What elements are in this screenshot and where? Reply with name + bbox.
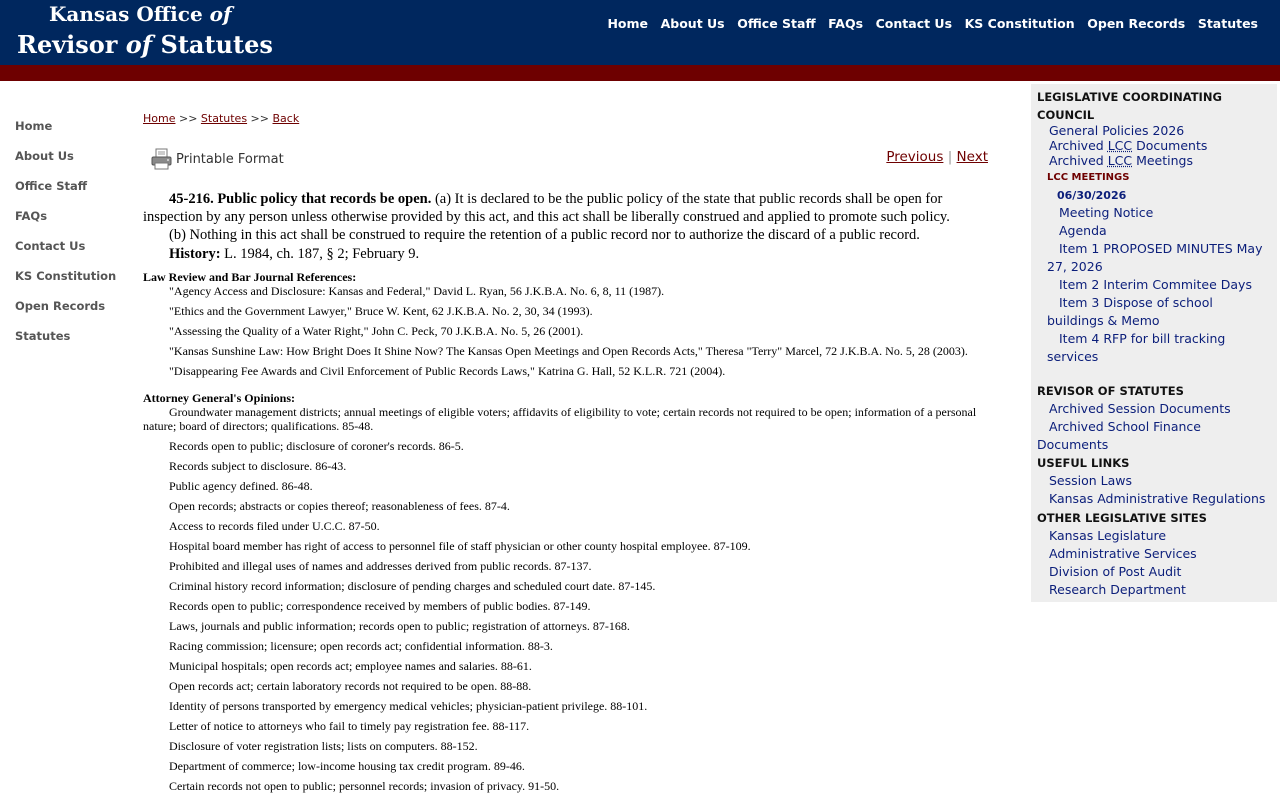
item-3-link[interactable]: Item 3 Dispose of school xyxy=(1059,295,1213,310)
ag-opinion-item: Municipal hospitals; open records act; employee names and salaries. 88-61. xyxy=(169,659,532,673)
attorney-general-opinions xyxy=(143,391,988,799)
statute-title: 45-216. Public policy that records be open. xyxy=(169,191,432,207)
item-4-link[interactable]: Item 4 RFP for bill tracking xyxy=(1059,331,1226,346)
archived-school-finance-link[interactable]: Archived School Finance xyxy=(1049,419,1201,434)
ag-opinion-item: Department of commerce; low-income housing tax credit program. 89-46. xyxy=(169,759,525,773)
ag-opinions-heading: Attorney General's Opinions: xyxy=(143,391,295,405)
lcc-heading-2: COUNCIL xyxy=(1037,108,1095,122)
right-sidebar xyxy=(1031,84,1277,602)
ag-opinion-item: Identity of persons transported by emergency medical vehicles; physician-patient privilege. 88-101. xyxy=(169,699,648,713)
meeting-date: 06/30/2026 xyxy=(1057,189,1127,202)
law-review-item: "Disappearing Fee Awards and Civil Enforcement of Public Records Laws," Katrina G. Hall, 52 K.L.R. 721 (2004). xyxy=(169,364,726,378)
session-laws-link[interactable]: Session Laws xyxy=(1049,473,1133,488)
kar-link[interactable]: Kansas Administrative Regulations xyxy=(1049,491,1266,506)
site-logo-line2[interactable] xyxy=(17,30,273,59)
ag-opinion-item: Disclosure of voter registration lists; lists on computers. 88-152. xyxy=(169,739,478,753)
ag-opinion-item: Criminal history record information; disclosure of pending charges and scheduled court date. 87-145. xyxy=(169,579,656,593)
archived-lcc-documents-link[interactable] xyxy=(1049,138,1207,153)
top-nav-contact-us[interactable]: Contact Us xyxy=(875,16,953,31)
left-nav xyxy=(15,118,116,358)
link-text: Archived xyxy=(1049,138,1108,153)
lcc-meetings-label: LCC MEETINGS xyxy=(1047,172,1130,183)
lcc-abbr: LCC xyxy=(1107,138,1133,153)
law-review-references xyxy=(143,270,988,384)
header-accent-bar xyxy=(0,65,1280,81)
item-3-link-cont[interactable]: buildings & Memo xyxy=(1047,313,1160,328)
research-department-link[interactable]: Research Department xyxy=(1049,582,1186,597)
statute-text xyxy=(143,190,988,263)
law-review-item: "Ethics and the Government Lawyer," Bruce W. Kent, 62 J.K.B.A. No. 2, 30, 34 (1993). xyxy=(169,304,593,318)
left-nav-contact-us[interactable]: Contact Us xyxy=(15,239,86,253)
top-nav-faqs[interactable]: FAQs xyxy=(828,16,864,31)
breadcrumb-separator: >> xyxy=(247,112,273,125)
pager-separator: | xyxy=(943,149,957,165)
top-nav-office-staff[interactable]: Office Staff xyxy=(737,16,816,31)
law-review-heading: Law Review and Bar Journal References: xyxy=(143,270,357,284)
ag-opinion-item: Records open to public; correspondence received by members of public bodies. 87-149. xyxy=(169,599,591,613)
logo-text: Kansas Office xyxy=(49,2,210,26)
top-nav-home[interactable]: Home xyxy=(607,16,648,31)
logo-text: Statutes xyxy=(152,30,273,59)
breadcrumb-separator: >> xyxy=(175,112,201,125)
left-nav-statutes[interactable]: Statutes xyxy=(15,329,71,343)
ag-opinion-item: Racing commission; licensure; open records act; confidential information. 88-3. xyxy=(169,639,553,653)
ag-opinion-item: Open records; abstracts or copies thereof; reasonableness of fees. 87-4. xyxy=(169,499,510,513)
left-nav-faqs[interactable]: FAQs xyxy=(15,209,48,223)
ag-opinion-item: Open records act; certain laboratory records not required to be open. 88-88. xyxy=(169,679,532,693)
item-4-link-cont[interactable]: services xyxy=(1047,349,1099,364)
pager xyxy=(886,149,988,165)
left-nav-about-us[interactable]: About Us xyxy=(15,149,74,163)
left-nav-open-records[interactable]: Open Records xyxy=(15,299,106,313)
law-review-item: "Agency Access and Disclosure: Kansas and Federal," David L. Ryan, 56 J.K.B.A. No. 6, 8, 11 (1987). xyxy=(169,284,665,298)
top-nav xyxy=(595,16,1258,31)
link-text: Archived xyxy=(1049,153,1108,168)
ag-opinion-item: Access to records filed under U.C.C. 87-50. xyxy=(169,519,380,533)
site-logo-line1[interactable] xyxy=(49,4,232,24)
ag-opinion-item: Laws, journals and public information; records open to public; registration of attorneys. 87-168. xyxy=(169,619,630,633)
lcc-heading: LEGISLATIVE COORDINATING xyxy=(1037,90,1222,104)
statute-history xyxy=(143,245,988,263)
printer-icon xyxy=(151,148,173,170)
ag-opinion-item: Records open to public; disclosure of coroner's records. 86-5. xyxy=(169,439,464,453)
meeting-notice-link[interactable]: Meeting Notice xyxy=(1059,205,1154,220)
history-text: L. 1984, ch. 187, § 2; February 9. xyxy=(220,246,420,262)
item-2-link[interactable]: Item 2 Interim Commitee Days xyxy=(1059,277,1252,292)
other-sites-heading: OTHER LEGISLATIVE SITES xyxy=(1037,511,1207,525)
revisor-heading: REVISOR OF STATUTES xyxy=(1037,384,1184,398)
logo-text: Revisor xyxy=(17,30,126,59)
item-1-link[interactable]: Item 1 PROPOSED MINUTES May xyxy=(1059,241,1263,256)
top-nav-open-records[interactable]: Open Records xyxy=(1087,16,1186,31)
logo-text-of: of xyxy=(209,2,232,26)
logo-text-of: of xyxy=(125,30,153,59)
useful-links-heading: USEFUL LINKS xyxy=(1037,456,1130,470)
post-audit-link[interactable]: Division of Post Audit xyxy=(1049,564,1182,579)
breadcrumb xyxy=(143,112,299,125)
agenda-link[interactable]: Agenda xyxy=(1059,223,1107,238)
left-nav-ks-constitution[interactable]: KS Constitution xyxy=(15,269,117,283)
general-policies-link[interactable]: General Policies 2026 xyxy=(1049,123,1185,138)
administrative-services-link[interactable]: Administrative Services xyxy=(1049,546,1197,561)
ag-opinion-item: Certain records not open to public; personnel records; invasion of privacy. 91-50. xyxy=(169,779,560,793)
breadcrumb-home[interactable]: Home xyxy=(143,112,176,125)
ag-opinion-item: Records subject to disclosure. 86-43. xyxy=(169,459,347,473)
breadcrumb-back[interactable]: Back xyxy=(272,112,300,125)
ag-opinion-item: Hospital board member has right of access to personnel file of staff physician or other county hospital employee. 87-109. xyxy=(169,539,751,553)
statute-paragraph-a xyxy=(143,190,988,226)
history-label: History: xyxy=(169,246,221,262)
archived-school-finance-link-cont[interactable]: Documents xyxy=(1037,437,1109,452)
ag-opinion-item: Letter of notice to attorneys who fail to timely pay registration fee. 88-117. xyxy=(169,719,530,733)
top-nav-statutes[interactable]: Statutes xyxy=(1197,16,1258,31)
item-1-link-cont[interactable]: 27, 2026 xyxy=(1047,259,1103,274)
next-link[interactable]: Next xyxy=(956,149,988,165)
printable-format-link[interactable] xyxy=(151,148,284,170)
lcc-abbr: LCC xyxy=(1107,153,1133,168)
breadcrumb-statutes[interactable]: Statutes xyxy=(200,112,248,125)
ag-opinion-item: Prohibited and illegal uses of names and addresses derived from public records. 87-137. xyxy=(169,559,592,573)
link-text: Meetings xyxy=(1132,153,1193,168)
kansas-legislature-link[interactable]: Kansas Legislature xyxy=(1049,528,1167,543)
ag-opinion-list xyxy=(143,439,988,799)
law-review-item: "Kansas Sunshine Law: How Bright Does It Shine Now? The Kansas Open Meetings and Open Records Acts," Theresa "Terry" Marcel, 72 J.K.B.A. No. 5, 28 (2003). xyxy=(169,344,968,358)
link-text: Documents xyxy=(1132,138,1208,153)
left-nav-home[interactable]: Home xyxy=(15,119,53,133)
law-review-item: "Assessing the Quality of a Water Right," John C. Peck, 70 J.K.B.A. No. 5, 26 (2001). xyxy=(169,324,584,338)
archived-lcc-meetings-link[interactable] xyxy=(1049,153,1193,168)
printable-format-label: Printable Format xyxy=(176,151,284,167)
ag-opinion-item: Public agency defined. 86-48. xyxy=(169,479,313,493)
statute-paragraph-b: (b) Nothing in this act shall be construed to require the retention of a public record nor to authorize the discard of a public record. xyxy=(169,227,920,243)
archived-session-documents-link[interactable]: Archived Session Documents xyxy=(1049,401,1231,416)
top-nav-about-us[interactable]: About Us xyxy=(660,16,725,31)
statute-text-a: (a) It is declared to be the public policy of the state that public records shall be open for inspection by any person unless otherwise provided by this act, and this act shall be liberally construed and applied to promote such policy. xyxy=(143,191,950,225)
left-nav-office-staff[interactable]: Office Staff xyxy=(15,179,88,193)
top-nav-ks-constitution[interactable]: KS Constitution xyxy=(964,16,1075,31)
site-header xyxy=(0,0,1280,65)
ag-opinion-item: Groundwater management districts; annual meetings of eligible voters; affidavits of eligibility to vote; certain records not required to be open; information of a personal nature; board of directors; qualifications. 85-48. xyxy=(143,405,977,433)
previous-link[interactable]: Previous xyxy=(886,149,944,165)
